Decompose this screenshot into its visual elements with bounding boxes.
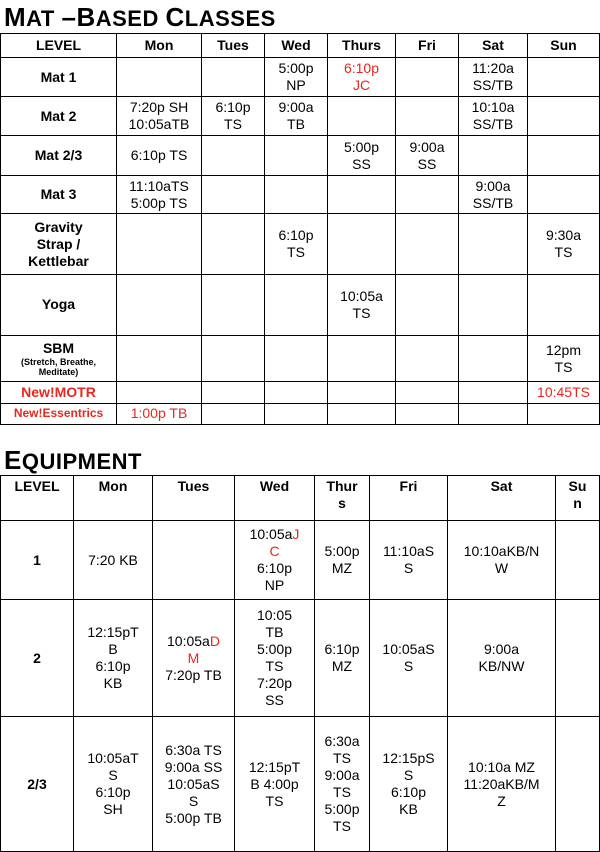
schedule-cell [117,335,202,382]
table-row [1,214,600,275]
time-text: 10:05a [167,632,210,649]
level-cell: Yoga [1,275,117,336]
schedule-cell [202,136,265,176]
schedule-cell: 6:10p TS [202,96,265,136]
schedule-cell: 9:00a KB/NW [448,600,556,717]
schedule-cell: 11:10aTS 5:00p TS [117,175,202,213]
header-sun: Su n [556,476,600,521]
schedule-cell [265,136,328,176]
schedule-cell [396,58,459,96]
schedule-cell [528,58,600,96]
schedule-cell [202,214,265,275]
mat-title-part: ASED [95,6,166,31]
mat-title-part: B [76,2,96,32]
header-sat: Sat [448,476,556,521]
mat-title-part: LASSES [184,6,276,31]
table-row [1,175,600,213]
schedule-cell [528,96,600,136]
schedule-cell [459,335,528,382]
table-row [1,275,600,336]
level-cell: 2 [1,600,74,717]
schedule-cell [556,521,600,600]
instructor-highlight: D M [187,632,220,666]
equipment-title-part: E [4,445,22,475]
header-level: LEVEL [1,476,74,521]
schedule-cell: 9:00a SS/TB [459,175,528,213]
schedule-cell [265,335,328,382]
table-row [1,96,600,136]
level-cell: 2/3 [1,717,74,852]
equipment-title-part: QUIPMENT [21,449,142,474]
level-cell [1,335,117,382]
header-wed: Wed [235,476,315,521]
schedule-cell: 10:45TS [528,382,600,403]
schedule-cell: 12:15pT B 4:00p TS [235,717,315,852]
schedule-cell [117,275,202,336]
schedule-cell [117,214,202,275]
schedule-cell [396,275,459,336]
header-sat: Sat [459,34,528,58]
schedule-cell [202,175,265,213]
table-row [1,717,600,852]
schedule-cell: 9:00a TB [265,96,328,136]
schedule-cell [396,214,459,275]
mat-title-part: – [61,2,77,32]
schedule-cell: 1:00p TB [117,403,202,424]
schedule-cell [153,521,235,600]
schedule-cell: 10:05 TB 5:00p TS 7:20p SS [235,600,315,717]
table-row [1,382,600,403]
level-cell: New!MOTR [1,382,117,403]
table-row [1,335,600,382]
schedule-cell: 10:10aKB/N W [448,521,556,600]
schedule-cell: 6:10p TS [265,214,328,275]
schedule-cell [328,382,396,403]
table-row [1,58,600,96]
schedule-cell: 11:10aS S [370,521,448,600]
equipment-header-row [1,476,600,521]
schedule-cell [328,175,396,213]
level-subtitle: (Stretch, Breathe, Meditate) [20,357,97,378]
schedule-cell [202,403,265,424]
schedule-cell [528,175,600,213]
schedule-cell: 6:30a TS 9:00a SS 10:05aS S 5:00p TB [153,717,235,852]
schedule-cell: 7:20p SH 10:05aTB [117,96,202,136]
schedule-cell [459,403,528,424]
schedule-cell [265,382,328,403]
schedule-cell [459,136,528,176]
schedule-cell [117,58,202,96]
mat-classes-table [0,33,600,425]
header-wed: Wed [265,34,328,58]
schedule-cell [396,335,459,382]
mat-title-part: C [165,2,185,32]
schedule-cell [528,275,600,336]
schedule-cell [328,403,396,424]
schedule-cell [328,96,396,136]
schedule-cell [396,382,459,403]
schedule-cell: 12:15pT B 6:10p KB [74,600,153,717]
schedule-cell [153,600,235,717]
level-cell: Mat 2 [1,96,117,136]
schedule-cell: 10:10a SS/TB [459,96,528,136]
table-row [1,403,600,424]
level-cell: New!Essentrics [1,403,117,424]
schedule-cell: 6:10p MZ [315,600,370,717]
schedule-cell: 6:30a TS 9:00a TS 5:00p TS [315,717,370,852]
schedule-cell [265,175,328,213]
schedule-cell: 5:00p MZ [315,521,370,600]
schedule-cell: 9:30a TS [528,214,600,275]
schedule-cell: 6:10p TS [117,136,202,176]
header-thurs: Thurs [328,34,396,58]
table-row [1,600,600,717]
schedule-cell: 10:05aT S 6:10p SH [74,717,153,852]
schedule-cell: 10:05a TS [328,275,396,336]
level-cell: Mat 3 [1,175,117,213]
schedule-cell: 12:15pS S 6:10p KB [370,717,448,852]
schedule-cell [556,600,600,717]
time-text: 10:05a [249,526,293,542]
header-fri: Fri [370,476,448,521]
mat-title-part: M [4,2,27,32]
schedule-cell [396,175,459,213]
equipment-title [4,445,142,475]
schedule-cell: 7:20 KB [74,521,153,600]
schedule-cell [528,136,600,176]
time-text: 7:20p TB [165,666,222,683]
mat-classes-title [4,2,276,32]
schedule-cell: 12pm TS [528,335,600,382]
equipment-table [0,475,600,852]
schedule-cell: 10:10a MZ 11:20aKB/M Z [448,717,556,852]
schedule-cell [459,275,528,336]
mat-header-row [1,34,600,58]
header-thurs: Thur s [315,476,370,521]
schedule-cell [396,403,459,424]
schedule-cell [328,335,396,382]
mat-title-part: AT [26,6,62,31]
level-cell: Mat 1 [1,58,117,96]
schedule-cell [265,275,328,336]
header-level: LEVEL [1,34,117,58]
schedule-cell [202,275,265,336]
schedule-cell [202,335,265,382]
level-cell: Mat 2/3 [1,136,117,176]
time-text: 6:10p NP [256,560,293,593]
schedule-cell [459,382,528,403]
schedule-cell: 6:10p JC [328,58,396,96]
schedule-cell: 5:00p NP [265,58,328,96]
level-cell: Gravity Strap / Kettlebar [1,214,117,275]
schedule-cell [328,214,396,275]
schedule-cell [396,96,459,136]
schedule-cell [202,58,265,96]
instructor-highlight: J C [269,526,300,559]
schedule-cell: 11:20a SS/TB [459,58,528,96]
schedule-cell: 10:05aS S [370,600,448,717]
header-fri: Fri [396,34,459,58]
schedule-cell [265,403,328,424]
schedule-cell [459,214,528,275]
schedule-cell [202,382,265,403]
header-tues: Tues [202,34,265,58]
schedule-cell [528,403,600,424]
schedule-cell: 9:00a SS [396,136,459,176]
header-tues: Tues [153,476,235,521]
header-sun: Sun [528,34,600,58]
schedule-cell [117,382,202,403]
schedule-cell [556,717,600,852]
header-mon: Mon [117,34,202,58]
header-mon: Mon [74,476,153,521]
table-row [1,521,600,600]
level-cell: 1 [1,521,74,600]
schedule-cell [235,521,315,600]
schedule-cell: 5:00p SS [328,136,396,176]
table-row [1,136,600,176]
level-name: SBM [42,340,75,357]
